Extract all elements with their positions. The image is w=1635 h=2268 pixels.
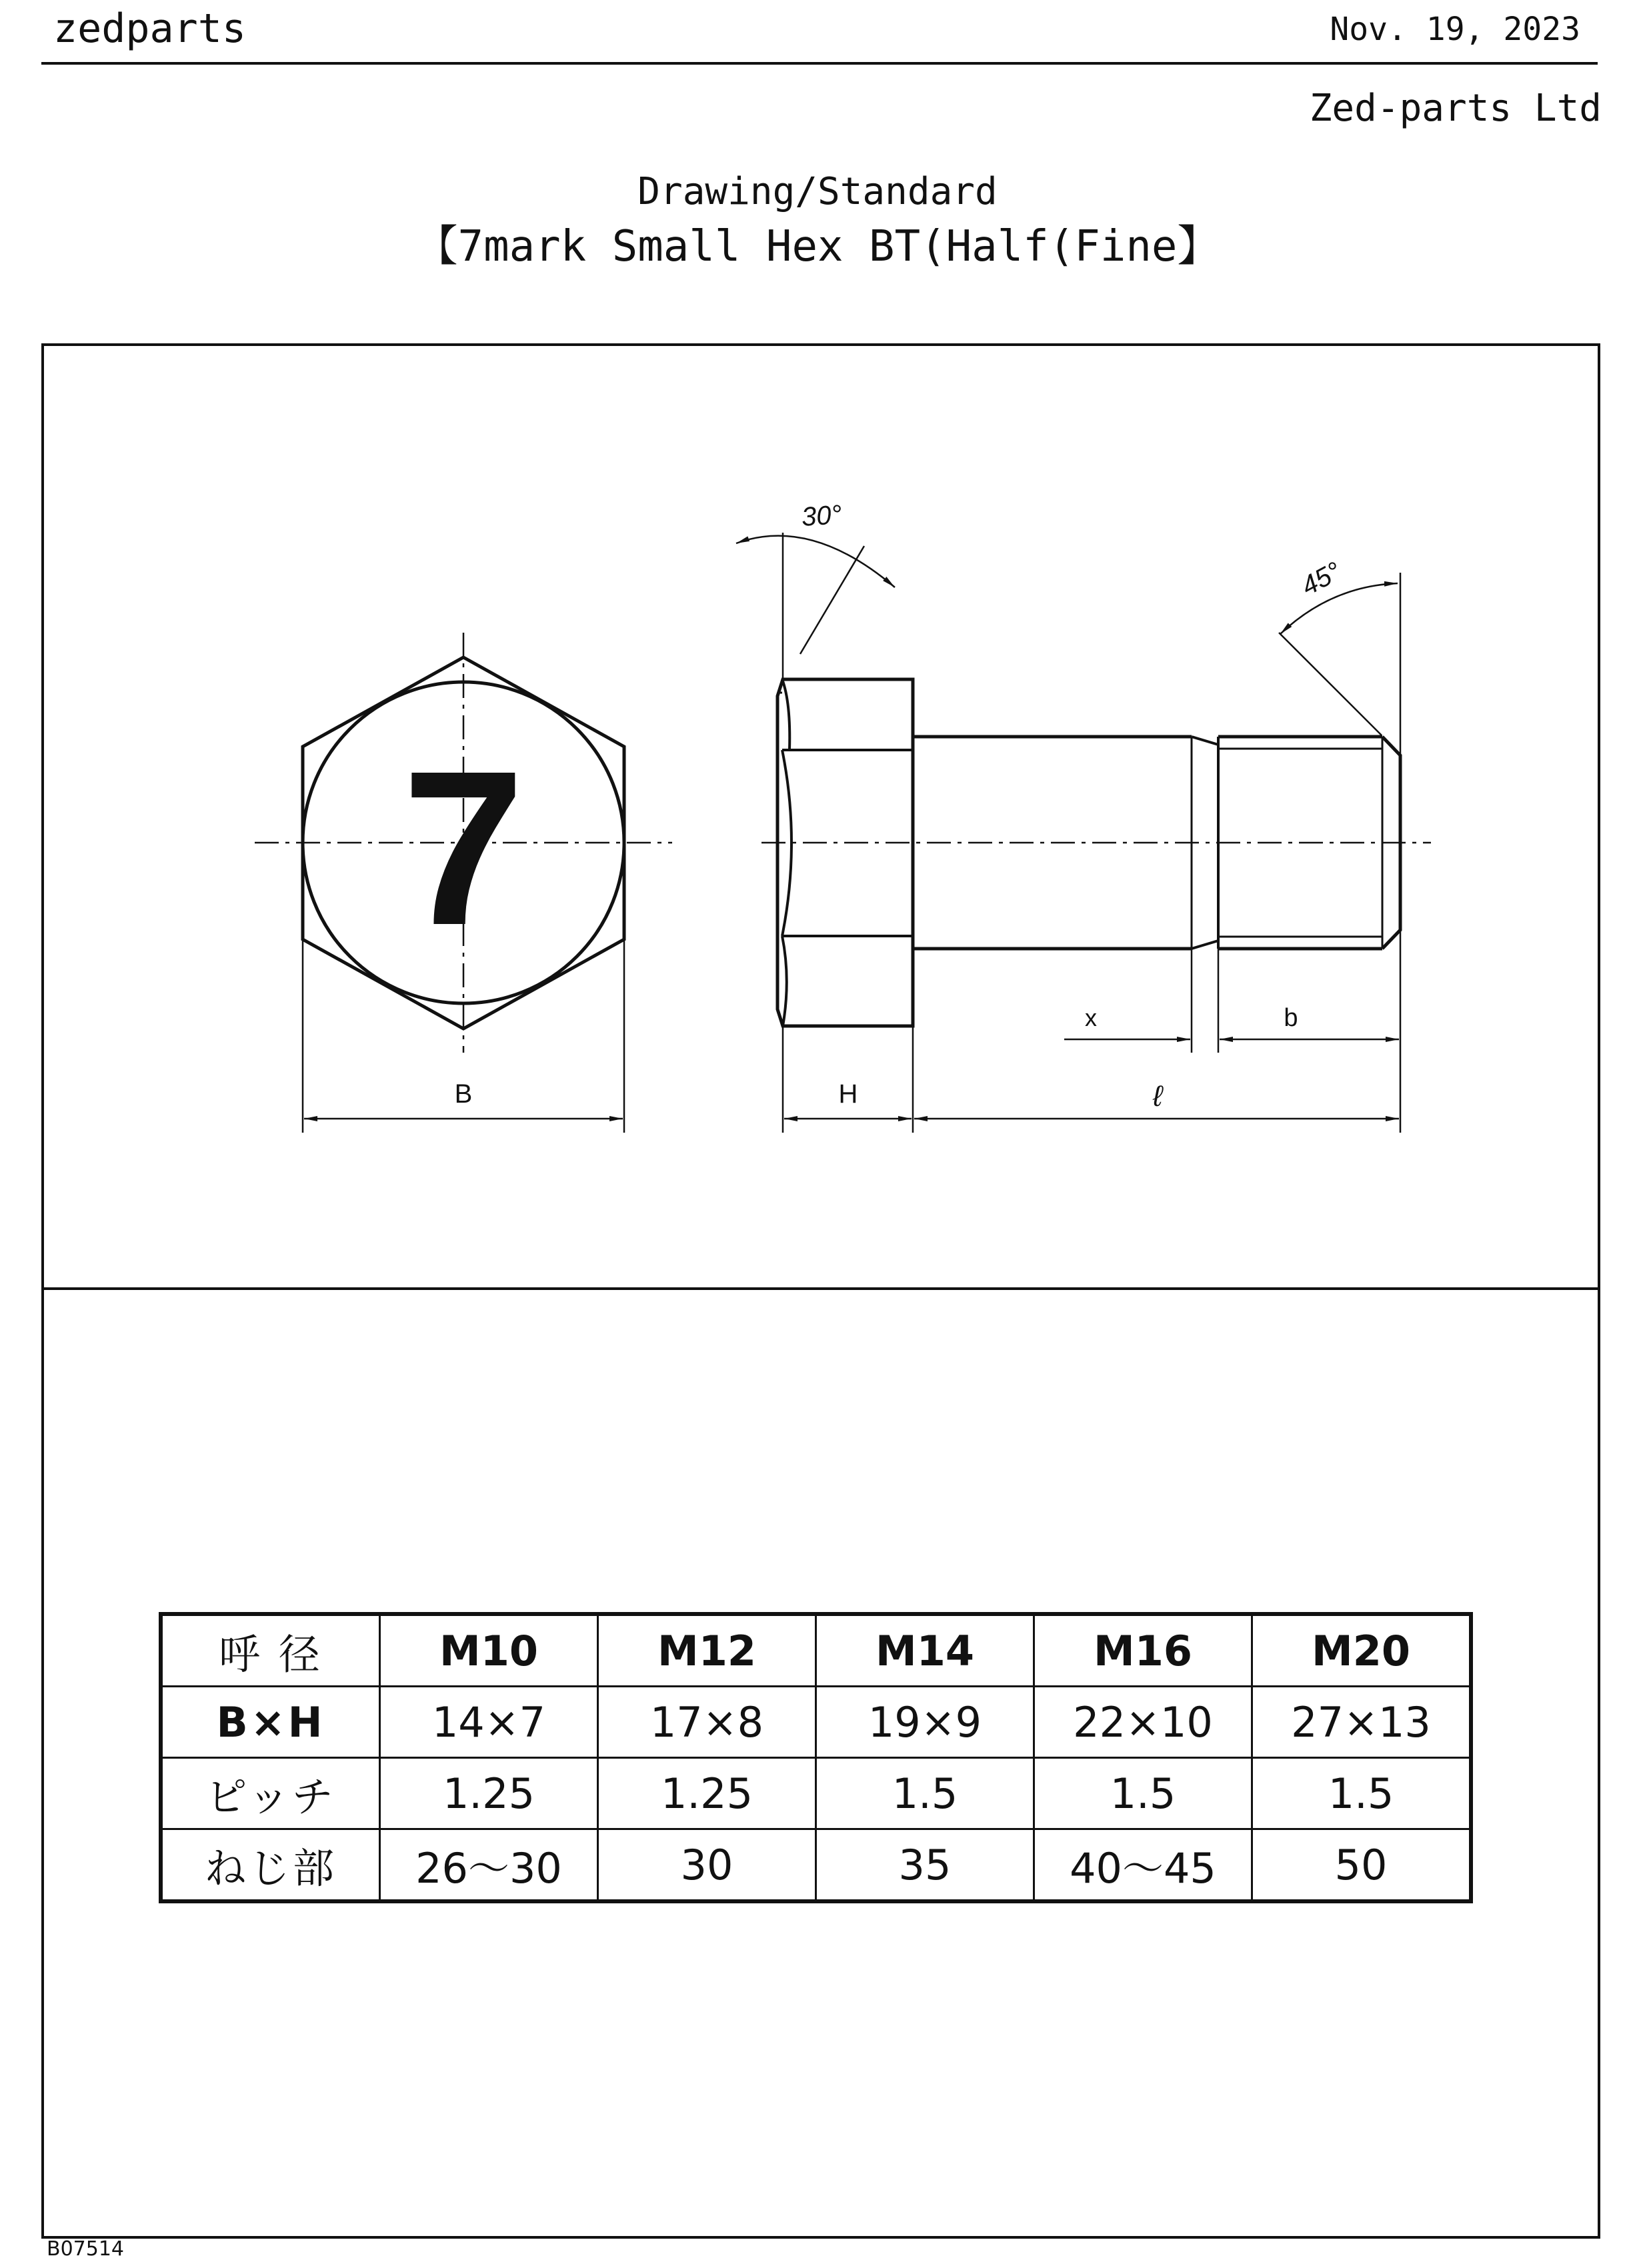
frame-divider [41,1287,1600,1290]
table-cell: 35 [816,1829,1034,1902]
header-rule [41,62,1598,65]
dimension-x-label: x [1085,1004,1097,1031]
bolt-side-view [736,533,1431,1133]
table-cell: 19×9 [816,1687,1034,1758]
table-cell: 1.25 [598,1758,816,1829]
table-cell: M10 [380,1614,598,1687]
table-cell: M12 [598,1614,816,1687]
dimension-length-label: ℓ [1152,1080,1163,1113]
table-row [161,1829,1471,1902]
row-label: B×H [161,1687,380,1758]
spec-table [159,1612,1473,1903]
head-mark-numeral: 7 [402,725,525,971]
chamfer-angle-label: 45° [1296,556,1346,601]
brand-name: zedparts [53,5,246,52]
table-cell: M20 [1252,1614,1472,1687]
head-angle-label: 30° [800,499,843,532]
row-label: 呼 径 [161,1614,380,1687]
document-title-line2: 【7mark Small Hex BT(Half(Fine】 [415,222,1220,271]
table-row [161,1687,1471,1758]
dimension-h-label: H [838,1079,858,1109]
table-cell: 40～45 [1034,1829,1252,1902]
table-cell: 1.25 [380,1758,598,1829]
company-name: Zed-parts Ltd [1309,87,1602,130]
dimension-b-width-label: B [454,1079,473,1109]
row-label: ピッチ [161,1758,380,1829]
bolt-drawing [44,346,1591,1286]
dimension-thread-b-label: b [1284,1004,1298,1032]
table-cell: 1.5 [816,1758,1034,1829]
table-cell: 50 [1252,1829,1472,1902]
document-title-line1: Drawing/Standard [637,170,998,213]
document-date: Nov. 19, 2023 [1330,11,1580,48]
document-code: B07514 [47,2237,125,2261]
table-row [161,1614,1471,1687]
table-cell: 22×10 [1034,1687,1252,1758]
row-label: ねじ部 [161,1829,380,1902]
table-cell: 17×8 [598,1687,816,1758]
table-cell: 1.5 [1034,1758,1252,1829]
table-row [161,1758,1471,1829]
table-cell: 14×7 [380,1687,598,1758]
table-cell: 30 [598,1829,816,1902]
table-cell: M16 [1034,1614,1252,1687]
table-cell: 26～30 [380,1829,598,1902]
table-cell: 27×13 [1252,1687,1472,1758]
table-cell: 1.5 [1252,1758,1472,1829]
table-cell: M14 [816,1614,1034,1687]
